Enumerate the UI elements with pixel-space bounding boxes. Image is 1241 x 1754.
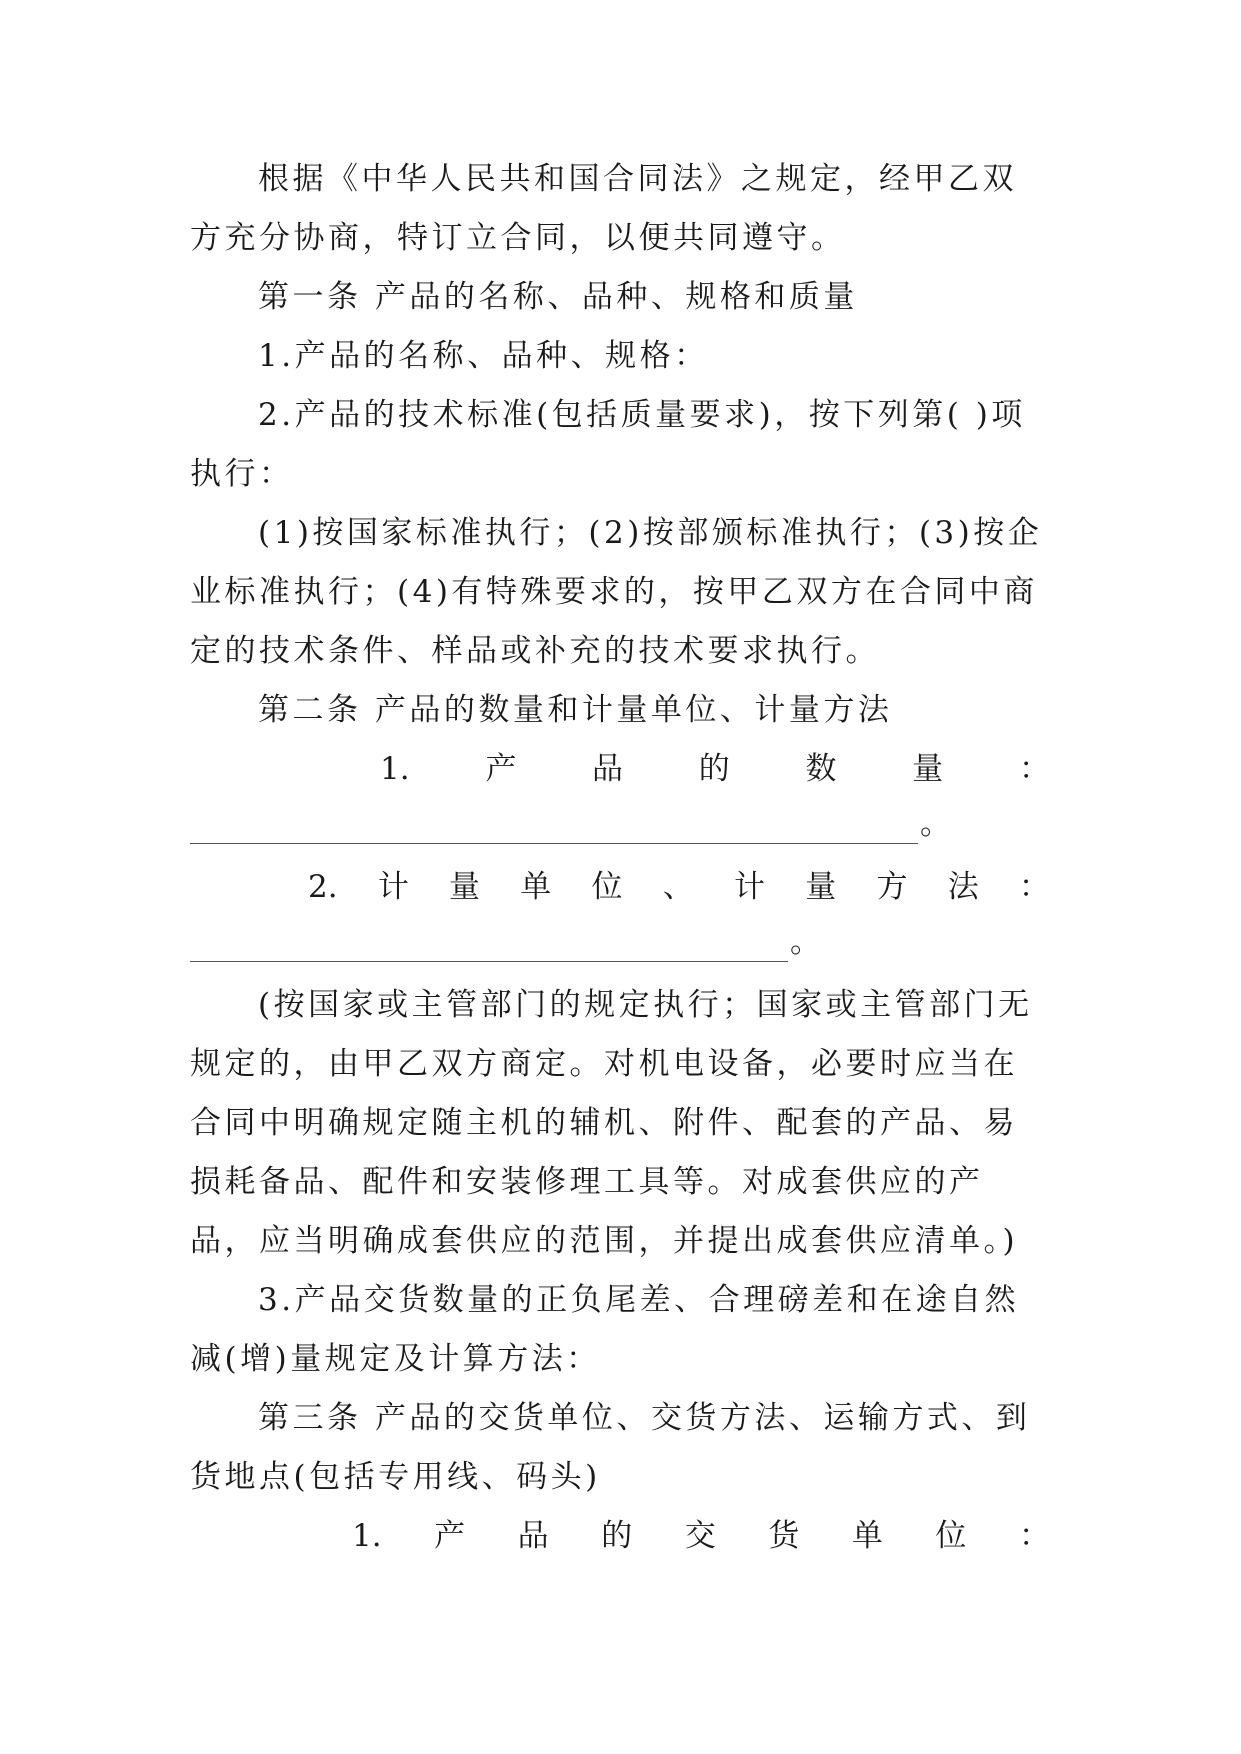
- measure-line: [190, 858, 1050, 917]
- measure-part: 单: [520, 869, 552, 905]
- quantity-part: 数: [805, 751, 837, 787]
- measure-part: 计: [733, 869, 765, 905]
- measure-part: 2.: [308, 869, 338, 905]
- measure-part: 量: [805, 869, 837, 905]
- measure-part: 法: [947, 869, 979, 905]
- measure-part: 计: [377, 869, 409, 905]
- measure-part: 量: [449, 869, 481, 905]
- article-1-options: (1)按国家标准执行；(2)按部颁标准执行；(3)按企业标准执行；(4)有特殊要求的，按甲乙双方在合同中商定的技术条件、样品或补充的技术要求执行。: [190, 515, 1043, 669]
- quantity-part: 量: [912, 751, 944, 787]
- article-2-item-3: 3.产品交货数量的正负尾差、合理磅差和在途自然减(增)量规定及计算方法：: [190, 1282, 1020, 1377]
- quantity-part: 品: [592, 751, 624, 787]
- article-1-item-1: 1.产品的名称、品种、规格：: [258, 338, 709, 374]
- quantity-part: ：: [1018, 751, 1050, 787]
- article-1-title: 第一条 产品的名称、品种、规格和质量: [258, 279, 858, 315]
- delivery-unit-part: 品: [517, 1518, 549, 1554]
- measure-part: 方: [876, 869, 908, 905]
- quantity-part: 1.: [380, 751, 410, 787]
- delivery-unit-part: 1.: [352, 1518, 382, 1554]
- fill-in-blank[interactable]: [190, 961, 788, 962]
- article-2-note: (按国家或主管部门的规定执行；国家或主管部门无规定的，由甲乙双方商定。对机电设备，必要时应当在合同中明确规定随主机的辅机、附件、配套的产品、易损耗备品、配件和安装修理工具等。对成套供应的产品，应当明确成套供应的范围，并提出成套供应清单。): [190, 987, 1033, 1259]
- delivery-unit-part: 产: [434, 1518, 466, 1554]
- measure-part: ：: [1018, 869, 1050, 905]
- quantity-part: 的: [698, 751, 730, 787]
- intro-paragraph: 根据《中华人民共和国合同法》之规定，经甲乙双方充分协商，特订立合同，以便共同遵守。: [190, 161, 1017, 256]
- period: 。: [920, 806, 951, 842]
- period: 。: [790, 924, 821, 960]
- quantity-part: 产: [485, 751, 517, 787]
- delivery-unit-part: 单: [851, 1518, 883, 1554]
- measure-part: 位: [591, 869, 623, 905]
- delivery-unit-line: [190, 1507, 1050, 1566]
- document-page: [190, 150, 1050, 1566]
- article-2-title: 第二条 产品的数量和计量单位、计量方法: [258, 692, 893, 728]
- fill-in-blank[interactable]: [190, 843, 918, 844]
- delivery-unit-part: 位: [935, 1518, 967, 1554]
- measure-part: 、: [662, 869, 694, 905]
- article-3-title: 第三条 产品的交货单位、交货方法、运输方式、到货地点(包括专用线、码头): [190, 1400, 1031, 1495]
- delivery-unit-part: 的: [601, 1518, 633, 1554]
- delivery-unit-part: ：: [1018, 1518, 1050, 1554]
- article-1-item-2: 2.产品的技术标准(包括质量要求)，按下列第( )项执行：: [190, 397, 1026, 492]
- delivery-unit-part: 货: [768, 1518, 800, 1554]
- quantity-blank-line: [190, 799, 1050, 858]
- measure-blank-line: [190, 917, 1050, 976]
- quantity-line: [190, 740, 1050, 799]
- delivery-unit-part: 交: [684, 1518, 716, 1554]
